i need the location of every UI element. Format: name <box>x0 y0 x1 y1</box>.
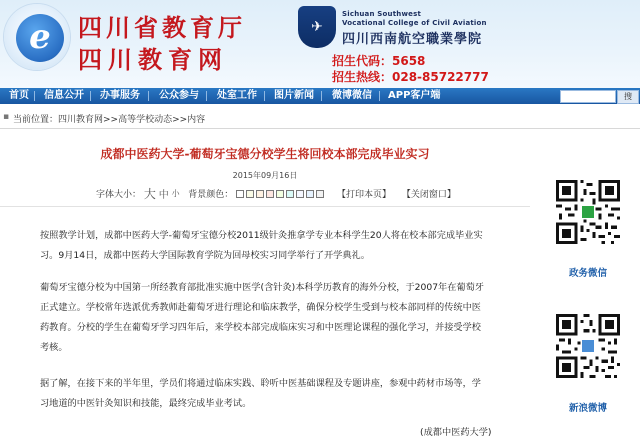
font-size-label: 字体大小： <box>96 190 142 200</box>
article-source: (成都中医药大学) <box>420 427 492 438</box>
nav-photo-news[interactable]: 图片新闻 <box>274 90 314 101</box>
college-emblem-icon: ✈ <box>298 6 336 48</box>
article-tools <box>96 185 456 199</box>
bg-swatch[interactable] <box>236 190 244 198</box>
nav-app-client[interactable]: APP客户端 <box>388 90 441 101</box>
bg-swatch[interactable] <box>296 190 304 198</box>
weibo-qr-code[interactable] <box>556 314 620 378</box>
article-title: 成都中医药大学-葡萄牙宝德分校学生将回校本部完成毕业实习 <box>100 147 430 161</box>
nav-info-disclosure[interactable]: 信息公开 <box>44 90 84 101</box>
nav-services[interactable]: 办事服务 <box>100 90 140 101</box>
nav-department-work[interactable]: 处室工作 <box>217 90 257 101</box>
nav-divider <box>206 91 207 101</box>
bg-swatch[interactable] <box>316 190 324 198</box>
nav-weibo-wechat[interactable]: 微博微信 <box>332 90 372 101</box>
site-logo[interactable] <box>4 4 70 70</box>
wechat-qr-code[interactable] <box>556 180 620 244</box>
ad-admission-phone: 招生热线：028-85722777 <box>332 70 489 84</box>
nav-divider <box>379 91 380 101</box>
search-input[interactable] <box>560 90 616 103</box>
bg-swatch[interactable] <box>276 190 284 198</box>
e-logo-icon: e <box>16 14 64 62</box>
article-paragraph: 葡萄牙宝德分校为中国第一所经教育部批准实施中医学(含针灸)本科学历教育的海外分校，于2007年在葡萄牙正式建立。学校常年选派优秀教师赴葡萄牙进行理论和临床教学，确保分校学生受到与校本部同样的传统中医药教育。分校的学生在葡萄牙学习四年后，来学校本部完成临床实习和中医理论课程的强化学习，并接受学校考核。 <box>40 282 484 353</box>
nav-public-participation[interactable]: 公众参与 <box>159 90 199 101</box>
article-date: 2015年09月16日 <box>232 171 298 180</box>
bg-swatch[interactable] <box>286 190 294 198</box>
wechat-qr-label: 政务微信 <box>568 268 607 279</box>
font-size-small[interactable]: 小 <box>171 189 180 198</box>
bg-swatch[interactable] <box>256 190 264 198</box>
site-title-line2: 四川教育网 <box>78 45 228 74</box>
divider <box>0 206 530 207</box>
site-header <box>0 0 640 88</box>
ad-english-name-line1: Sichuan Southwest <box>342 10 421 18</box>
location-icon: ▪ <box>3 112 10 122</box>
weibo-qr-label: 新浪微博 <box>568 403 607 414</box>
ad-english-name-line2: Vocational College of Civil Aviation <box>342 19 487 27</box>
bg-swatch[interactable] <box>246 190 254 198</box>
search-button[interactable]: 搜 <box>617 90 639 104</box>
ad-chinese-name: 四川西南航空職業學院 <box>342 32 483 47</box>
nav-divider <box>264 91 265 101</box>
nav-divider <box>321 91 322 101</box>
nav-divider <box>90 91 91 101</box>
ad-admission-code: 招生代码：5658 <box>332 54 426 68</box>
main-nav <box>0 88 640 104</box>
font-size-large[interactable]: 大 <box>143 187 156 201</box>
breadcrumb-text[interactable]: 当前位置：四川教育网>>高等学校动态>>内容 <box>13 115 206 125</box>
college-ad-banner[interactable] <box>298 4 489 84</box>
close-window-link[interactable]: 【关闭窗口】 <box>401 190 456 200</box>
print-page-link[interactable]: 【打印本页】 <box>337 190 392 200</box>
site-title-line1: 四川省教育厅 <box>78 13 246 42</box>
bg-swatch[interactable] <box>306 190 314 198</box>
bg-color-label: 背景颜色： <box>188 190 234 200</box>
article-paragraph: 按照教学计划，成都中医药大学-葡萄牙宝德分校2011级针灸推拿学专业本科学生20人将在校本部完成毕业实习。9月14日，成都中医药大学国际教育学院为回母校实习同学举行了开学典礼。 <box>40 230 483 261</box>
bg-swatch[interactable] <box>266 190 274 198</box>
nav-divider <box>34 91 35 101</box>
font-size-medium[interactable]: 中 <box>158 190 169 201</box>
breadcrumb <box>0 104 640 128</box>
divider <box>0 128 640 129</box>
nav-divider <box>148 91 149 101</box>
nav-home[interactable]: 首页 <box>9 90 29 101</box>
article-paragraph: 据了解，在接下来的半年里，学员们将通过临床实践、聆听中医基础课程及专题讲座，参观中药材市场等，学习地道的中医针灸知识和技能，最终完成毕业考试。 <box>40 378 481 409</box>
